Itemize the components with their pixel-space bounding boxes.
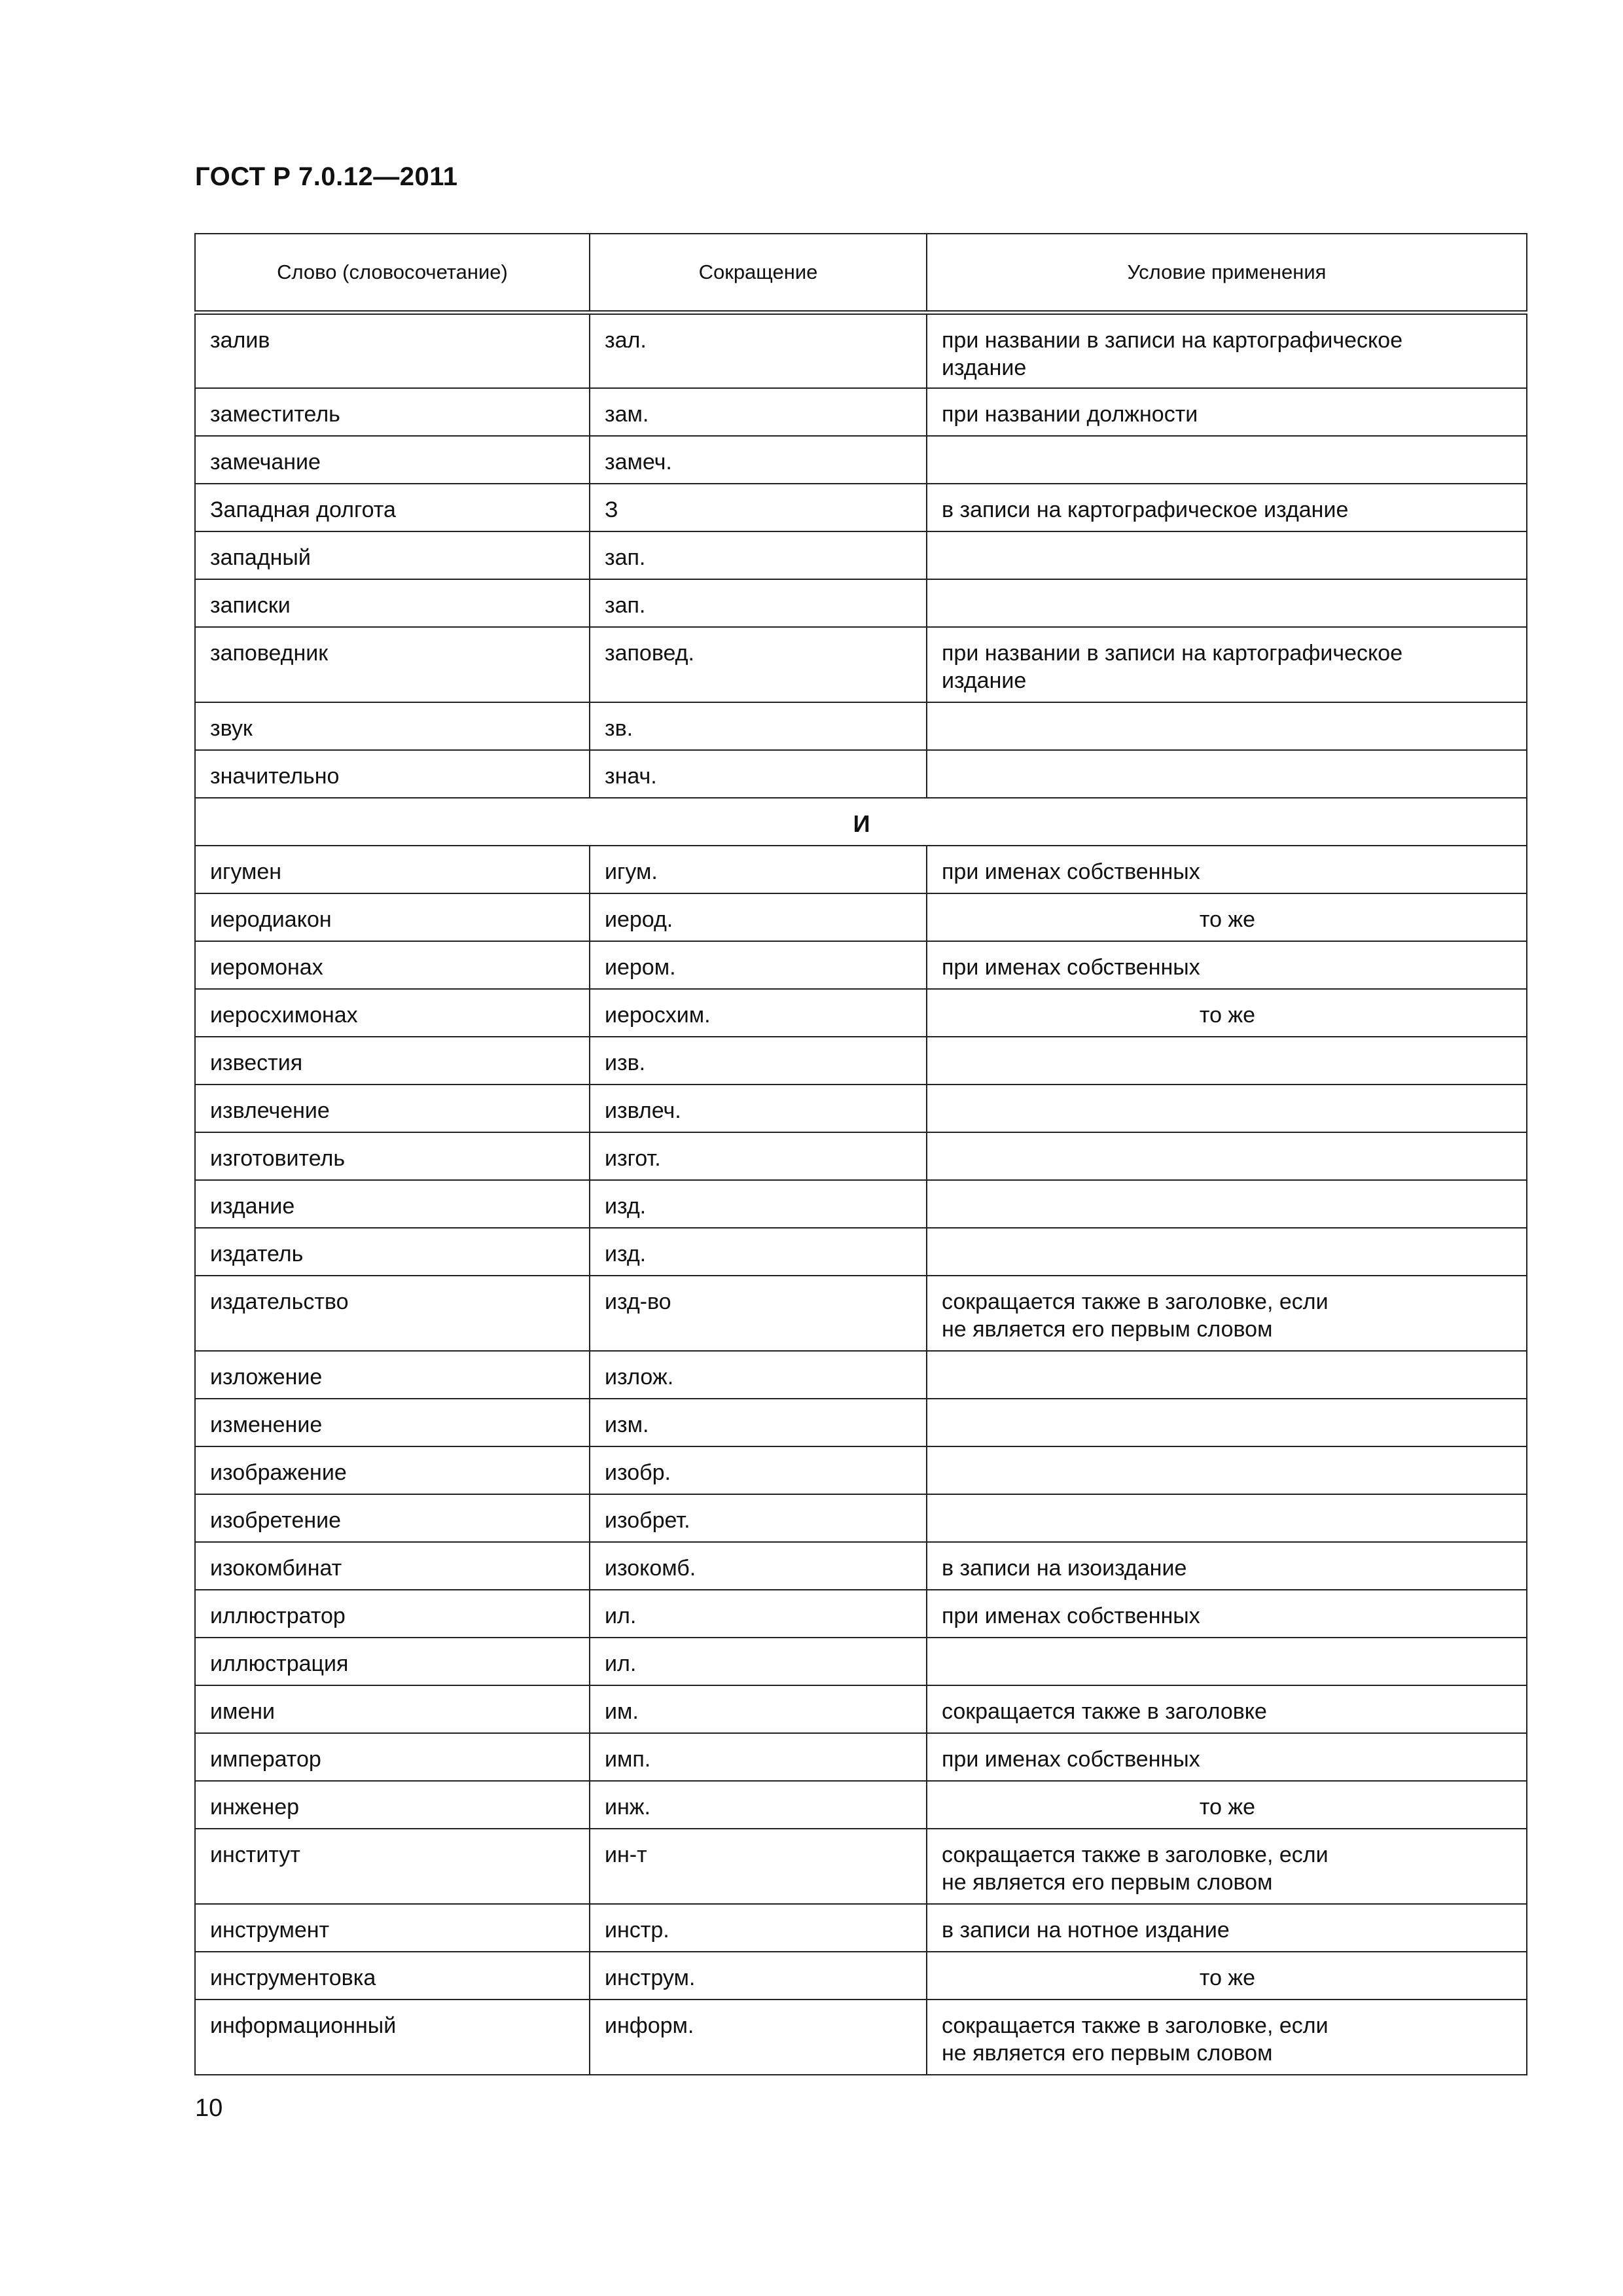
condition-cell: сокращается также в заголовке, если не является его первым словом	[927, 1829, 1527, 1904]
table-row	[195, 1085, 1527, 1132]
word-cell: записки	[195, 579, 590, 627]
word-cell: западный	[195, 531, 590, 579]
abbreviation-cell: зал.	[590, 313, 927, 388]
column-header-abbreviation: Сокращение	[590, 234, 927, 313]
condition-cell	[927, 1085, 1527, 1132]
condition-cell	[927, 1446, 1527, 1494]
abbreviation-table	[194, 233, 1527, 2075]
condition-cell: в записи на изоиздание	[927, 1542, 1527, 1590]
condition-cell: сокращается также в заголовке, если не является его первым словом	[927, 2000, 1527, 2075]
table-header-row	[195, 234, 1527, 313]
abbreviation-cell: извлеч.	[590, 1085, 927, 1132]
abbreviation-cell: зап.	[590, 579, 927, 627]
word-cell: изображение	[195, 1446, 590, 1494]
word-cell: заместитель	[195, 388, 590, 436]
condition-cell: при именах собственных	[927, 1733, 1527, 1781]
table-row	[195, 1446, 1527, 1494]
table-row	[195, 484, 1527, 531]
table-row	[195, 579, 1527, 627]
abbreviation-cell: имп.	[590, 1733, 927, 1781]
condition-cell: при именах собственных	[927, 846, 1527, 893]
table-row	[195, 388, 1527, 436]
word-cell: император	[195, 1733, 590, 1781]
abbreviation-cell: изв.	[590, 1037, 927, 1085]
table-row	[195, 436, 1527, 484]
condition-cell	[927, 1228, 1527, 1276]
word-cell: изготовитель	[195, 1132, 590, 1180]
word-cell: изложение	[195, 1351, 590, 1399]
condition-cell	[927, 579, 1527, 627]
table-row	[195, 1781, 1527, 1829]
word-cell: имени	[195, 1685, 590, 1733]
word-cell: залив	[195, 313, 590, 388]
condition-cell: то же	[927, 989, 1527, 1037]
word-cell: информационный	[195, 2000, 590, 2075]
table-row	[195, 1037, 1527, 1085]
abbreviation-cell: ин-т	[590, 1829, 927, 1904]
abbreviation-cell: замеч.	[590, 436, 927, 484]
word-cell: иеромонах	[195, 941, 590, 989]
condition-cell: при именах собственных	[927, 941, 1527, 989]
condition-cell	[927, 750, 1527, 798]
word-cell: замечание	[195, 436, 590, 484]
abbreviation-cell: изокомб.	[590, 1542, 927, 1590]
table-row	[195, 531, 1527, 579]
table-row	[195, 1685, 1527, 1733]
word-cell: издатель	[195, 1228, 590, 1276]
condition-cell: сокращается также в заголовке, если не является его первым словом	[927, 1276, 1527, 1351]
word-cell: изменение	[195, 1399, 590, 1446]
abbreviation-cell: зв.	[590, 702, 927, 750]
abbreviation-cell: изобрет.	[590, 1494, 927, 1542]
condition-cell	[927, 1494, 1527, 1542]
abbreviation-cell: иеросхим.	[590, 989, 927, 1037]
condition-cell	[927, 436, 1527, 484]
word-cell: институт	[195, 1829, 590, 1904]
abbreviation-cell: ил.	[590, 1638, 927, 1685]
abbreviation-cell: излож.	[590, 1351, 927, 1399]
table-row	[195, 1399, 1527, 1446]
table-row	[195, 1542, 1527, 1590]
column-header-word: Слово (словосочетание)	[195, 234, 590, 313]
table-row	[195, 1952, 1527, 2000]
table-row	[195, 1733, 1527, 1781]
abbreviation-cell: иерод.	[590, 893, 927, 941]
word-cell: звук	[195, 702, 590, 750]
condition-cell: при именах собственных	[927, 1590, 1527, 1638]
word-cell: изокомбинат	[195, 1542, 590, 1590]
condition-cell	[927, 1638, 1527, 1685]
table-row	[195, 1638, 1527, 1685]
word-cell: иеросхимонах	[195, 989, 590, 1037]
condition-cell	[927, 1351, 1527, 1399]
condition-cell: при названии в записи на картографическое издание	[927, 627, 1527, 702]
table-row	[195, 1829, 1527, 1904]
abbreviation-cell: ил.	[590, 1590, 927, 1638]
word-cell: инженер	[195, 1781, 590, 1829]
table-row	[195, 1590, 1527, 1638]
condition-cell: в записи на картографическое издание	[927, 484, 1527, 531]
abbreviation-cell: игум.	[590, 846, 927, 893]
condition-cell	[927, 1180, 1527, 1228]
table-header	[195, 234, 1527, 313]
word-cell: извлечение	[195, 1085, 590, 1132]
abbreviation-cell: заповед.	[590, 627, 927, 702]
table-row	[195, 313, 1527, 388]
abbreviation-cell: инж.	[590, 1781, 927, 1829]
abbreviation-cell: изобр.	[590, 1446, 927, 1494]
condition-cell: при названии должности	[927, 388, 1527, 436]
condition-cell	[927, 702, 1527, 750]
condition-cell: в записи на нотное издание	[927, 1904, 1527, 1952]
page-number: 10	[195, 2094, 223, 2122]
abbreviation-cell: зап.	[590, 531, 927, 579]
abbreviation-cell: инструм.	[590, 1952, 927, 2000]
table-row	[195, 1276, 1527, 1351]
column-header-condition: Условие применения	[927, 234, 1527, 313]
table-row	[195, 941, 1527, 989]
abbreviation-cell: изм.	[590, 1399, 927, 1446]
table-row	[195, 1904, 1527, 1952]
table-row	[195, 627, 1527, 702]
condition-cell	[927, 1399, 1527, 1446]
table-row	[195, 989, 1527, 1037]
word-cell: игумен	[195, 846, 590, 893]
table-row	[195, 846, 1527, 893]
condition-cell: сокращается также в заголовке	[927, 1685, 1527, 1733]
abbreviation-cell: З	[590, 484, 927, 531]
abbreviation-cell: изд-во	[590, 1276, 927, 1351]
word-cell: значительно	[195, 750, 590, 798]
word-cell: известия	[195, 1037, 590, 1085]
condition-cell	[927, 1037, 1527, 1085]
table-row	[195, 1180, 1527, 1228]
abbreviation-cell: знач.	[590, 750, 927, 798]
abbreviation-cell: зам.	[590, 388, 927, 436]
condition-cell	[927, 1132, 1527, 1180]
table-row	[195, 2000, 1527, 2075]
abbreviation-cell: изд.	[590, 1180, 927, 1228]
word-cell: изобретение	[195, 1494, 590, 1542]
condition-cell	[927, 531, 1527, 579]
word-cell: иллюстрация	[195, 1638, 590, 1685]
word-cell: инструмент	[195, 1904, 590, 1952]
table-row	[195, 893, 1527, 941]
table-row	[195, 750, 1527, 798]
table-row	[195, 1494, 1527, 1542]
condition-cell: при названии в записи на картографическое издание	[927, 313, 1527, 388]
word-cell: инструментовка	[195, 1952, 590, 2000]
word-cell: издательство	[195, 1276, 590, 1351]
word-cell: иеродиакон	[195, 893, 590, 941]
word-cell: издание	[195, 1180, 590, 1228]
abbreviation-cell: иером.	[590, 941, 927, 989]
document-title: ГОСТ Р 7.0.12—2011	[195, 162, 458, 191]
abbreviation-cell: изд.	[590, 1228, 927, 1276]
table-row	[195, 1351, 1527, 1399]
section-letter: И	[195, 798, 1527, 846]
word-cell: Западная долгота	[195, 484, 590, 531]
condition-cell: то же	[927, 893, 1527, 941]
table-row	[195, 1132, 1527, 1180]
abbreviation-cell: изгот.	[590, 1132, 927, 1180]
condition-cell: то же	[927, 1952, 1527, 2000]
word-cell: заповедник	[195, 627, 590, 702]
condition-cell: то же	[927, 1781, 1527, 1829]
section-letter-row	[195, 798, 1527, 846]
table-body	[195, 313, 1527, 2075]
abbreviation-cell: им.	[590, 1685, 927, 1733]
abbreviation-cell: информ.	[590, 2000, 927, 2075]
word-cell: иллюстратор	[195, 1590, 590, 1638]
table-row	[195, 1228, 1527, 1276]
abbreviation-cell: инстр.	[590, 1904, 927, 1952]
table-row	[195, 702, 1527, 750]
